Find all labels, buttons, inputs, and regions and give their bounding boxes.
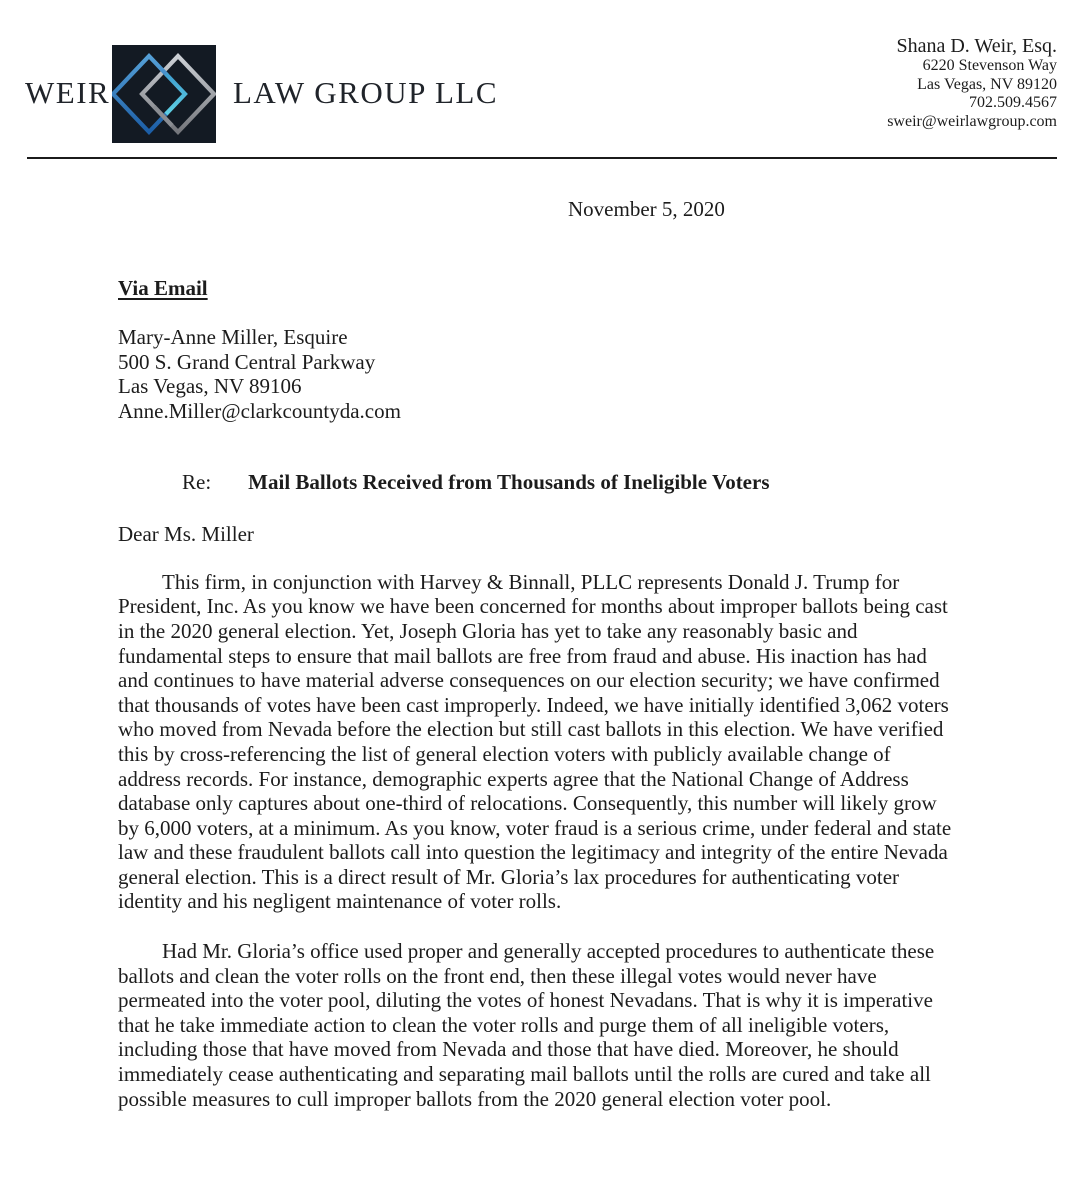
re-subject: Mail Ballots Received from Thousands of Ineligible Voters	[248, 469, 770, 494]
body-paragraph-1: This firm, in conjunction with Harvey & Binnall, PLLC represents Donald J. Trump for President, Inc. As you know we have been concerned for months about improper ballots being cast in the 2020 general election. Yet, Joseph Gloria has yet to take any reasonably basic and fundamental steps to ensure that mail ballots are free from fraud and abuse. His inaction has had and continues to have material adverse consequences on our election security; we have confirmed that thousands of votes have been cast improperly. Indeed, we have initially identified 3,062 voters who moved from Nevada before the election but still cast ballots in this election. We have verified this by cross-referencing the list of general election voters with publicly available change of address records. For instance, demographic experts agree that the National Change of Address database only captures about one-third of relocations. Consequently, this number will likely grow by 6,000 voters, at a minimum. As you know, voter fraud is a serious crime, under federal and state law and these fraudulent ballots call into question the legitimacy and integrity of the entire Nevada general election. This is a direct result of Mr. Gloria’s lax procedures for authenticating voter identity and his negligent maintenance of voter rolls.	[118, 569, 952, 914]
recipient-email: Anne.Miller@clarkcountyda.com	[118, 398, 401, 423]
recipient-name: Mary-Anne Miller, Esquire	[118, 325, 348, 350]
body-paragraph-2: Had Mr. Gloria’s office used proper and generally accepted procedures to authenticate these ballots and clean the voter rolls on the front end, then these illegal votes would never have permeated into the voter pool, diluting the votes of honest Nevadans. That is why it is imperative that he take immediate action to clean the voter rolls and purge them of all ineligible voters, including those that have moved from Nevada and those that have died. Moreover, he should immediately cease authenticating and separating mail ballots until the rolls are cured and take all possible measures to cull improper ballots from the 2020 general election voter pool.	[118, 939, 935, 1111]
letter-date: November 5, 2020	[568, 197, 725, 221]
recipient-street: 500 S. Grand Central Parkway	[118, 349, 376, 374]
recipient-block	[118, 325, 958, 423]
re-label: Re:	[182, 469, 212, 494]
salutation: Dear Ms. Miller	[118, 522, 254, 547]
firm-name-weir: WEIR	[25, 75, 111, 110]
re-line	[118, 470, 958, 495]
attorney-email: sweir@weirlawgroup.com	[887, 112, 1057, 130]
attorney-street: 6220 Stevenson Way	[922, 57, 1057, 74]
firm-name-law-group: LAW GROUP LLC	[233, 75, 499, 110]
delivery-method: Via Email	[118, 275, 208, 300]
attorney-name: Shana D. Weir, Esq.	[896, 35, 1057, 57]
letter-body	[118, 0, 958, 1111]
attorney-phone: 702.509.4567	[969, 94, 1057, 111]
recipient-city: Las Vegas, NV 89106	[118, 374, 302, 399]
attorney-city: Las Vegas, NV 89120	[917, 75, 1057, 93]
